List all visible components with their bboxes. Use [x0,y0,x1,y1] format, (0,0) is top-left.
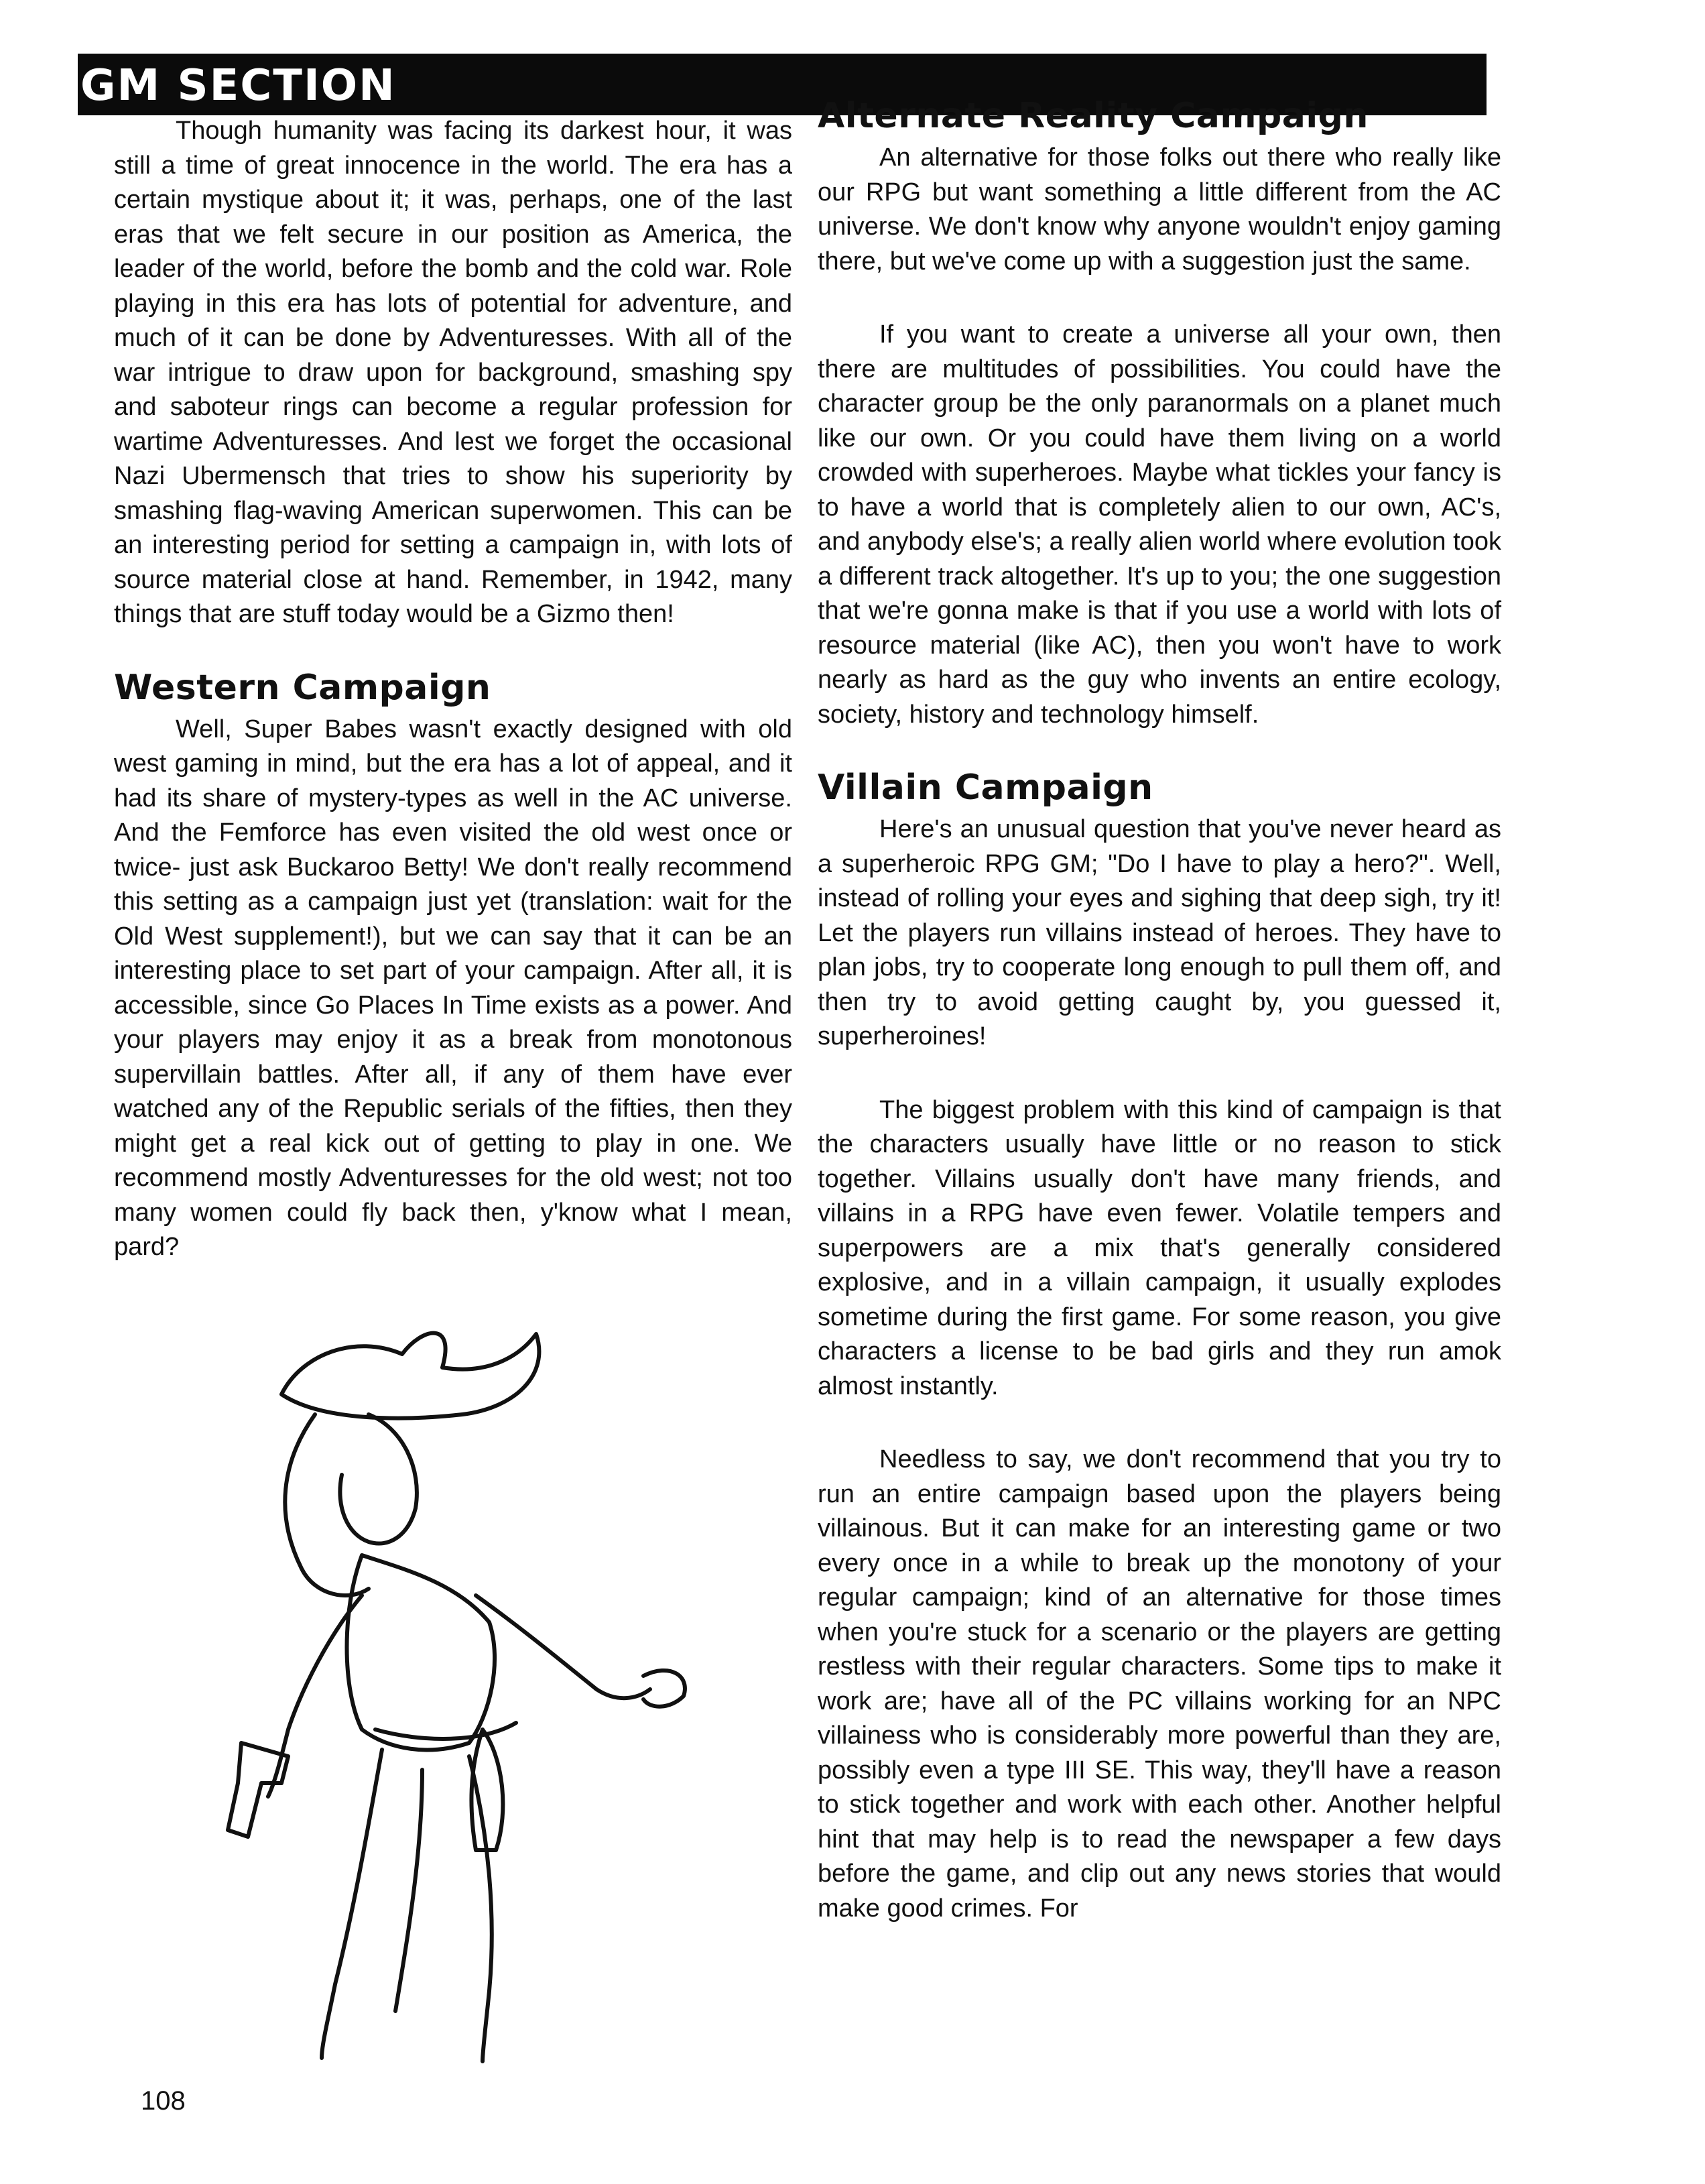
gun-belt [375,1723,516,1739]
western-campaign-paragraph: Well, Super Babes wasn't exactly designed with old west gaming in mind, but the era has a lot of appeal, and it had its share of mystery-types as well in the AC universe. And the Femforce has even visited the old west once or twice- just ask Buckaroo Betty! We don't really recommend this setting as a campaign just yet (translation: wait for the Old West supplement!), but we can say that it can be an interesting place to set part of your campaign. After all, it is accessible, since Go Places In Time exists as a power. And your players may enjoy it as a break from monotonous supervillain battles. After all, if any of them have ever watched any of the Republic serials of the fifties, then they might get a real kick out of getting to play in one. We recommend mostly Adventuresses for the old west; not too many women could fly back then, y'know what I mean, pard? [114,715,792,1261]
intro-paragraph: Though humanity was facing its darkest hour, it was still a time of great innocence in the world. The era has a certain mystique about it; it was, perhaps, one of the last eras that we felt secure in our position as America, the leader of the world, before the bomb and the cold war. Role playing in this era has lots of potential for adventure, and much of it can be done by Adventuresses. With all of the war intrigue to draw upon for background, smashing spy and saboteur rings can become a regular profession for wartime Adventuresses. And lest we forget the occasional Nazi Ubermensch that tries to show his superiority by smashing flag-waving American superwomen. This can be an interesting period for setting a campaign in, with lots of source material close at hand. Remember, in 1942, many things that are stuff today would be a Gizmo then! [114,117,792,628]
western-campaign-heading: Western Campaign [114,667,491,708]
cowboy-hat [281,1333,539,1418]
torso [347,1555,495,1750]
villain-paragraph-3: Needless to say, we don't recommend that you try to run an entire campaign based upon the players being villainous. But it can make for an interesting game or two every once in a while to break up the monotony of your regular campaign; kind of an alternative for those times when you're stuck for a scenario or the players are getting restless with their regular characters. Some tips to make it work are; have all of the PC villains working for an NPC villainess who is considerably more powerful than they are, possibly even a type III SE. This way, they'll have a reason to stick together and work with each other. Another helpful hint that may help is to read the newspaper a few days before the game, and clip out any news stories that would make good crimes. For [818,1445,1501,1923]
alternate-reality-heading: Alternate Reality Campaign [818,96,1369,136]
villain-paragraph-1: Here's an unusual question that you've never heard as a superheroic RPG GM; "Do I have to play a hero?". Well, instead of rolling your eyes and sighing that deep sigh, try it! Let the players run villains instead of heroes. They have to plan jobs, try to cooperate long enough to pull them off, and then try to avoid getting caught by, you guessed it, superheroines! [818,815,1501,1050]
inner-leg [395,1770,422,2011]
section-title: GM SECTION [80,61,396,111]
left-leg [322,1750,382,2058]
left-column [114,114,792,1265]
face [340,1414,417,1544]
villain-paragraph-2: The biggest problem with this kind of campaign is that the characters usually have little or no reason to stick together. Villains usually don't have many friends, and villains in a RPG have even fewer. Volatile tempers and superpowers are a mix that's generally considered explosive, and in a villain campaign, it usually explodes sometime during the first game. For some reason, you give characters a license to be bad girls and they run amok almost instantly. [818,1095,1501,1400]
right-column [818,95,1501,1926]
alternate-paragraph-1: An alternative for those folks out there who really like our RPG but want something a little different from the AC universe. We don't know why anyone wouldn't enjoy gaming there, but we've come up with a suggestion just the same. [818,143,1501,276]
right-arm [476,1595,650,1698]
alternate-paragraph-2: If you want to create a universe all your own, then there are multitudes of possibilities. You could have the character group be the only paranormals on a planet much like our own. Or you could have them living on a world crowded with superheroes. Maybe what tickles your fancy is to have a world that is completely alien to our own, AC's, and anybody else's; a really alien world where evolution took a different track altogether. It's up to you; the one suggestion that we're gonna make is that if you use a world with lots of resource material (like AC), then you won't have to work nearly as hard as the guy who invents an entire ecology, society, history and technology himself. [818,320,1501,729]
page-number: 108 [141,2086,186,2116]
villain-campaign-heading: Villain Campaign [818,768,1153,808]
cowgirl-illustration [201,1314,777,2065]
